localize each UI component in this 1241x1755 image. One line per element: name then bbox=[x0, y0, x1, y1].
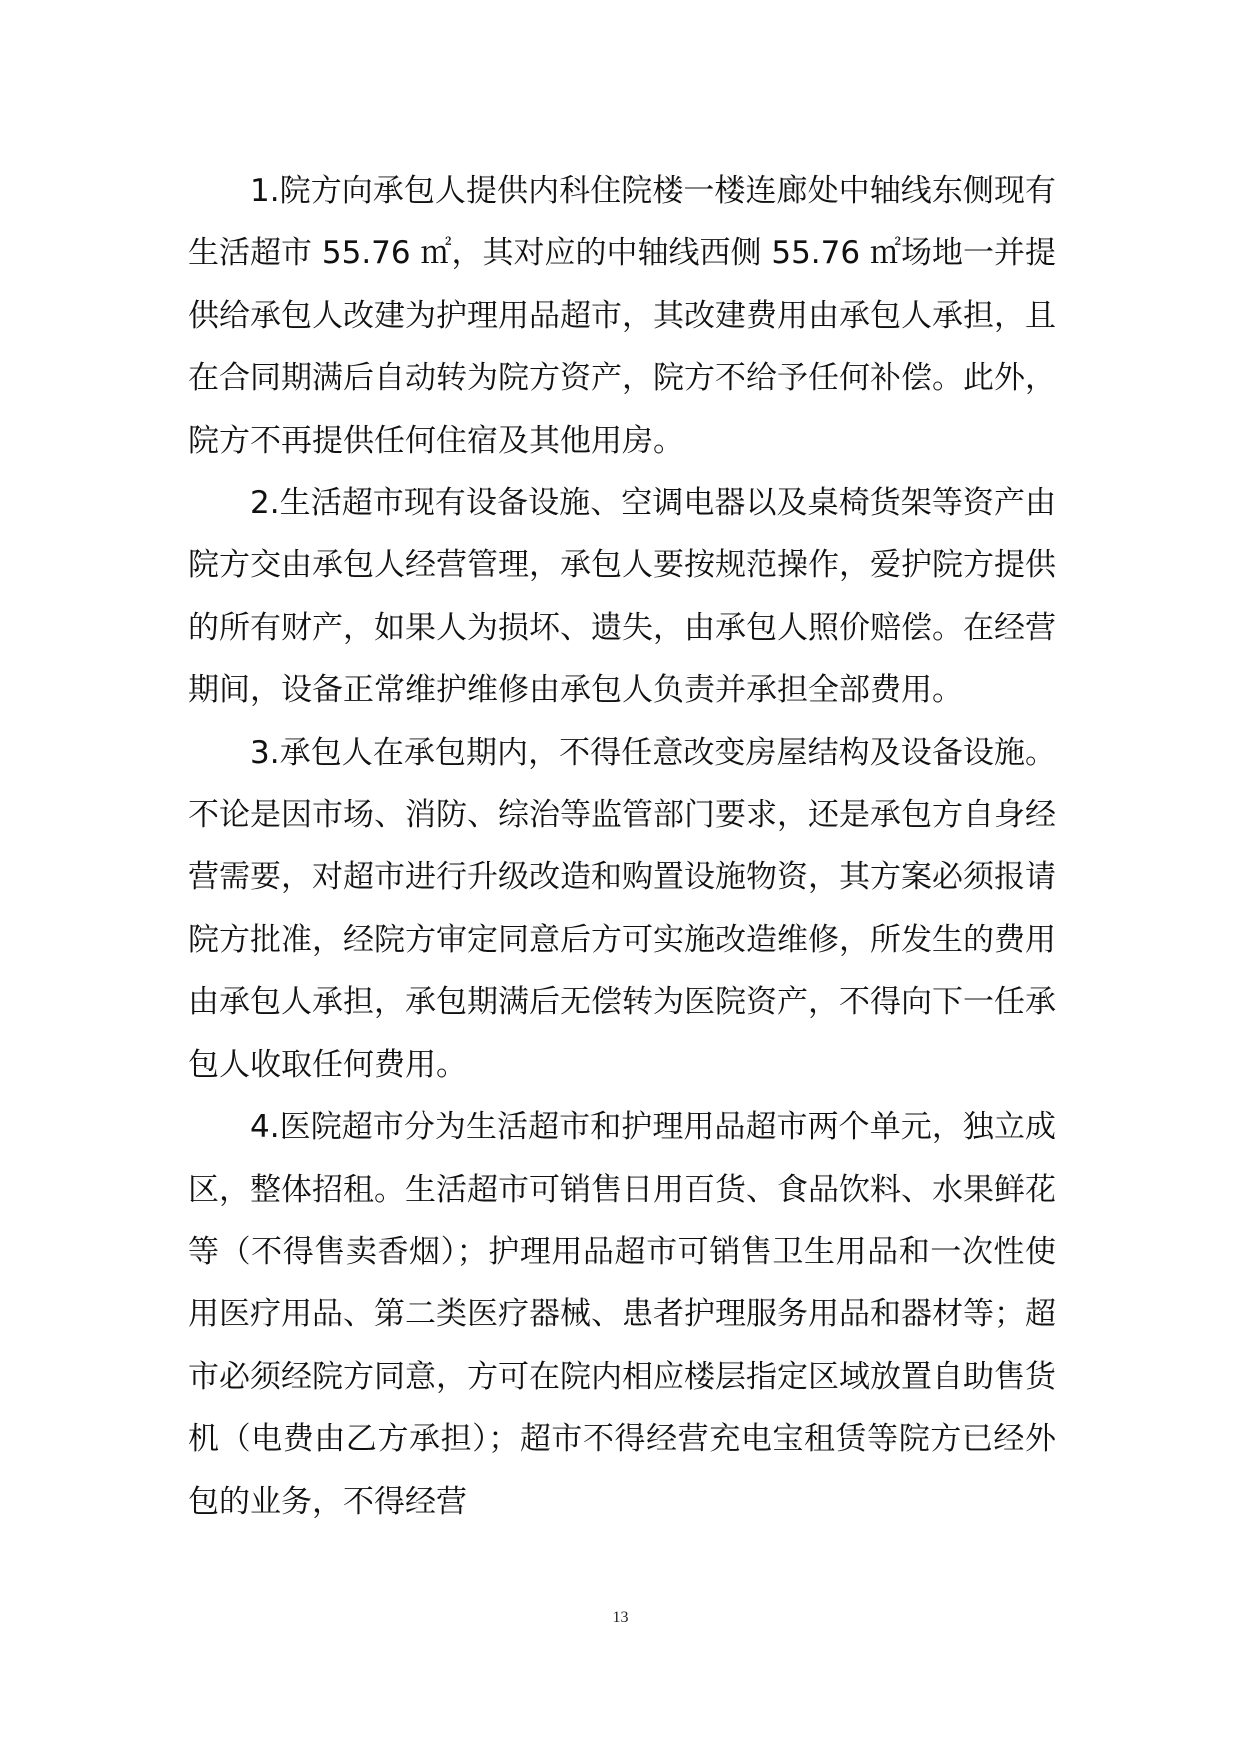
paragraph-3: 3.承包人在承包期内，不得任意改变房屋结构及设备设施。不论是因市场、消防、综治等监管部门要求，还是承包方自身经营需要，对超市进行升级改造和购置设施物资，其方案必须报请院方批准，经院方审定同意后方可实施改造维修，所发生的费用由承包人承担，承包期满后无偿转为医院资产，不得向下一任承包人收取任何费用。 bbox=[188, 734, 1056, 1083]
document-body bbox=[188, 160, 1056, 1533]
paragraph-4: 4.医院超市分为生活超市和护理用品超市两个单元，独立成区，整体招租。生活超市可销售日用百货、食品饮料、水果鲜花等（不得售卖香烟）；护理用品超市可销售卫生用品和一次性使用医疗用品、第二类医疗器械、患者护理服务用品和器材等；超市必须经院方同意，方可在院内相应楼层指定区域放置自助售货机（电费由乙方承担）；超市不得经营充电宝租赁等院方已经外包的业务，不得经营 bbox=[188, 1109, 1056, 1520]
paragraph-2: 2.生活超市现有设备设施、空调电器以及桌椅货架等资产由院方交由承包人经营管理，承包人要按规范操作，爱护院方提供的所有财产，如果人为损坏、遗失，由承包人照价赔偿。在经营期间，设备正常维护维修由承包人负责并承担全部费用。 bbox=[188, 485, 1056, 709]
page-number: 13 bbox=[612, 1609, 629, 1626]
paragraph-1: 1.院方向承包人提供内科住院楼一楼连廊处中轴线东侧现有生活超市 55.76 ㎡，其对应的中轴线西侧 55.76 ㎡场地一并提供给承包人改建为护理用品超市，其改建费用由承包人承担，且在合同期满后自动转为院方资产，院方不给予任何补偿。此外，院方不再提供任何住宿及其他用房。 bbox=[188, 173, 1056, 459]
